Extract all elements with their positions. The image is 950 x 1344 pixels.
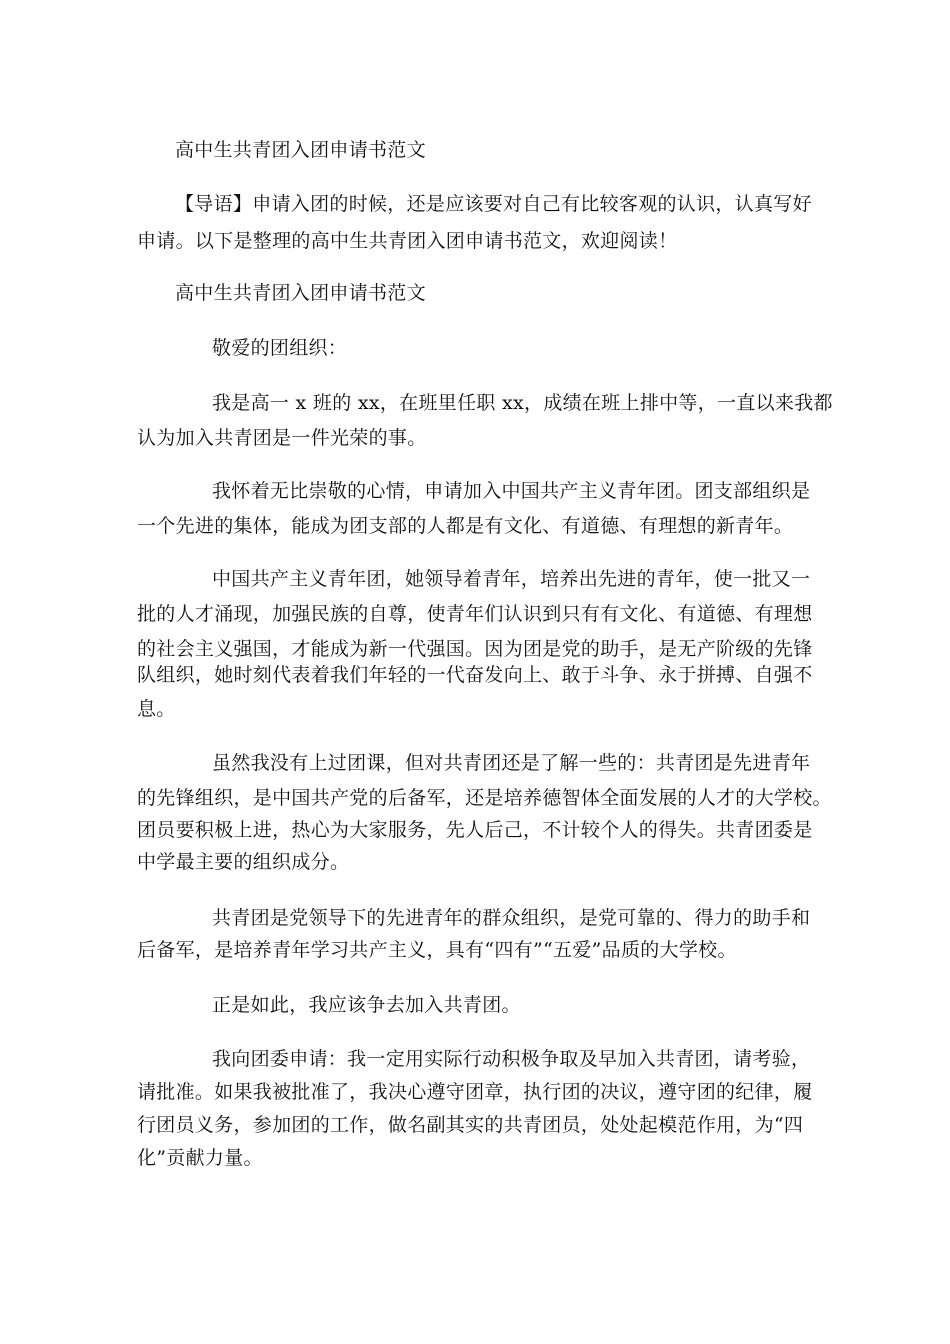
paragraph-3-line-3: 的社会主义强国，才能成为新一代强国。因为团是党的助手，是无产阶级的先锋 (137, 638, 813, 660)
section-subtitle: 高中生共青团入团申请书范文 (175, 282, 426, 304)
paragraph-7-line-1: 我向团委申请：我一定用实际行动积极争取及早加入共青团，请考验， (212, 1048, 811, 1070)
paragraph-3-line-1: 中国共产主义青年团，她领导着青年，培养出先进的青年，使一批又一 (212, 568, 811, 590)
paragraph-3-line-2: 批的人才涌现，加强民族的自尊，使青年们认识到只有有文化、有道德、有理想 (137, 603, 813, 625)
paragraph-2-line-2: 一个先进的集体，能成为团支部的人都是有文化、有道德、有理想的新青年。 (137, 515, 794, 537)
document-title: 高中生共青团入团申请书范文 (175, 139, 426, 161)
salutation: 敬爱的团组织： (212, 337, 348, 359)
paragraph-7-line-3: 行团员义务，参加团的工作，做名副其实的共青团员，处处起模范作用，为“四 (137, 1114, 804, 1136)
paragraph-5-line-2: 后备军，是培养青年学习共产主义，具有“四有”“五爱”品质的大学校。 (137, 939, 737, 961)
paragraph-6-line-1: 正是如此，我应该争去加入共青团。 (212, 994, 521, 1016)
paragraph-3-line-4: 队组织，她时刻代表着我们年轻的一代奋发向上、敢于斗争、永于拼搏、自强不 (137, 664, 813, 686)
intro-line-2: 申请。以下是整理的高中生共青团入团申请书范文，欢迎阅读！ (137, 230, 678, 252)
paragraph-7-line-4: 化”贡献力量。 (137, 1147, 263, 1169)
paragraph-3-line-5: 息。 (137, 698, 176, 720)
paragraph-1-line-2: 认为加入共青团是一件光荣的事。 (137, 427, 427, 449)
paragraph-5-line-1: 共青团是党领导下的先进青年的群众组织，是党可靠的、得力的助手和 (212, 907, 811, 929)
paragraph-4-line-4: 中学最主要的组织成分。 (137, 851, 350, 873)
paragraph-4-line-1: 虽然我没有上过团课，但对共青团还是了解一些的：共青团是先进青年 (212, 752, 811, 774)
paragraph-4-line-3: 团员要积极上进，热心为大家服务，先人后己，不计较个人的得失。共青团委是 (137, 819, 813, 841)
paragraph-4-line-2: 的先锋组织，是中国共产党的后备军，还是培养德智体全面发展的人才的大学校。 (137, 787, 832, 809)
paragraph-1-line-1: 我是高一 x 班的 xx，在班里任职 xx，成绩在班上排中等，一直以来我都 (212, 392, 833, 414)
paragraph-7-line-2: 请批准。如果我被批准了，我决心遵守团章，执行团的决议，遵守团的纪律，履 (137, 1081, 813, 1103)
intro-line-1: 【导语】申请入团的时候，还是应该要对自己有比较客观的认识，认真写好 (175, 193, 812, 215)
paragraph-2-line-1: 我怀着无比崇敬的心情，申请加入中国共产主义青年团。团支部组织是 (212, 480, 811, 502)
